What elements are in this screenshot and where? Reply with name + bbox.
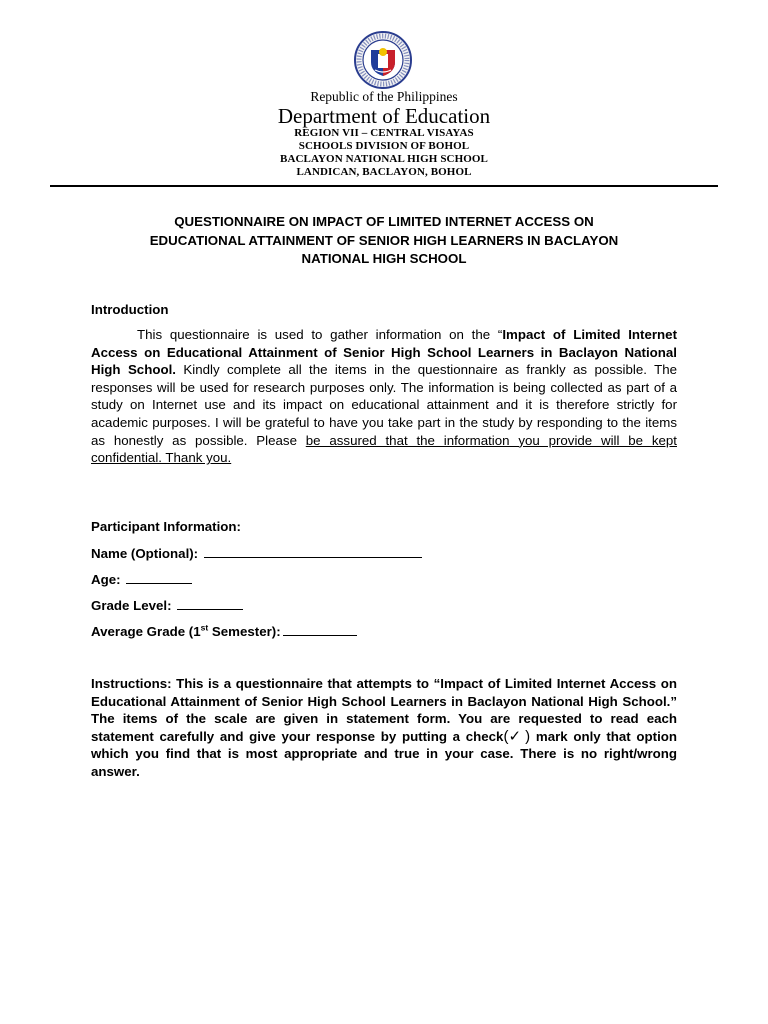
division-line: SCHOOLS DIVISION OF BOHOL <box>298 140 470 152</box>
participant-info-heading: Participant Information: <box>91 519 241 534</box>
document-title <box>95 213 673 269</box>
intro-study-title: Impact of Limited Internet Access on Educational Attainment of Senior High School Learners in Baclayon National High School. <box>91 327 677 378</box>
intro-text-start: This questionnaire is used to gather information on the “ <box>137 327 503 342</box>
school-line: BACLAYON NATIONAL HIGH SCHOOL <box>280 153 488 165</box>
address-line: LANDICAN, BACLAYON, BOHOL <box>296 166 472 178</box>
grade-level-input-line[interactable] <box>177 597 243 610</box>
age-field <box>91 571 192 587</box>
average-grade-field <box>91 623 357 639</box>
department-name: Department of Education <box>277 104 491 128</box>
name-input-line[interactable] <box>204 545 422 558</box>
age-input-line[interactable] <box>126 571 192 584</box>
title-line-1: QUESTIONNAIRE ON IMPACT OF LIMITED INTERNET ACCESS ON <box>174 214 594 229</box>
introduction-heading: Introduction <box>91 302 169 317</box>
average-grade-input-line[interactable] <box>283 623 357 636</box>
instructions-paragraph <box>91 675 677 781</box>
instructions-text-end: mark only that option which you find that is most appropriate and true in your case. There is no right/wrong answer. <box>91 728 678 779</box>
header-divider <box>50 185 718 187</box>
grade-level-field <box>91 597 243 613</box>
average-grade-label-start: Average Grade (1 <box>91 624 201 639</box>
grade-level-label: Grade Level: <box>91 598 176 613</box>
average-grade-label-end: Semester): <box>208 624 281 639</box>
intro-confidentiality-note: be assured that the information you provide will be kept confidential. Thank you. <box>91 432 677 466</box>
age-label: Age: <box>91 572 125 587</box>
name-field <box>91 545 422 561</box>
name-label: Name (Optional): <box>91 546 202 561</box>
deped-seal-logo <box>347 30 419 90</box>
check-mark-icon: (✓ ) <box>503 727 531 745</box>
average-grade-label-sup: st <box>200 622 209 633</box>
introduction-paragraph <box>91 326 677 467</box>
republic-line: Republic of the Philippines <box>310 89 458 104</box>
title-line-2: EDUCATIONAL ATTAINMENT OF SENIOR HIGH LEARNERS IN BACLAYON <box>149 232 619 248</box>
title-line-3: NATIONAL HIGH SCHOOL <box>301 251 467 266</box>
instructions-text: Instructions: This is a questionnaire that attempts to “Impact of Limited Internet Access on Educational Attainment of Senior High School Learners in Baclayon National High School.” The items of the scale are given in statement form. You are requested to read each statement carefully and give your response by putting a check <box>91 676 677 744</box>
region-line: REGION VII – CENTRAL VISAYAS <box>294 127 474 139</box>
intro-text-middle: Kindly complete all the items in the questionnaire as frankly as possible. The responses will be used for research purposes only. The information is being collected as part of a study on Internet use and its impact on educational attainment and it is therefore strictly for academic purposes. I will be grateful to have you take part in the study by responding to the items as honestly as possible. Please <box>91 362 677 448</box>
